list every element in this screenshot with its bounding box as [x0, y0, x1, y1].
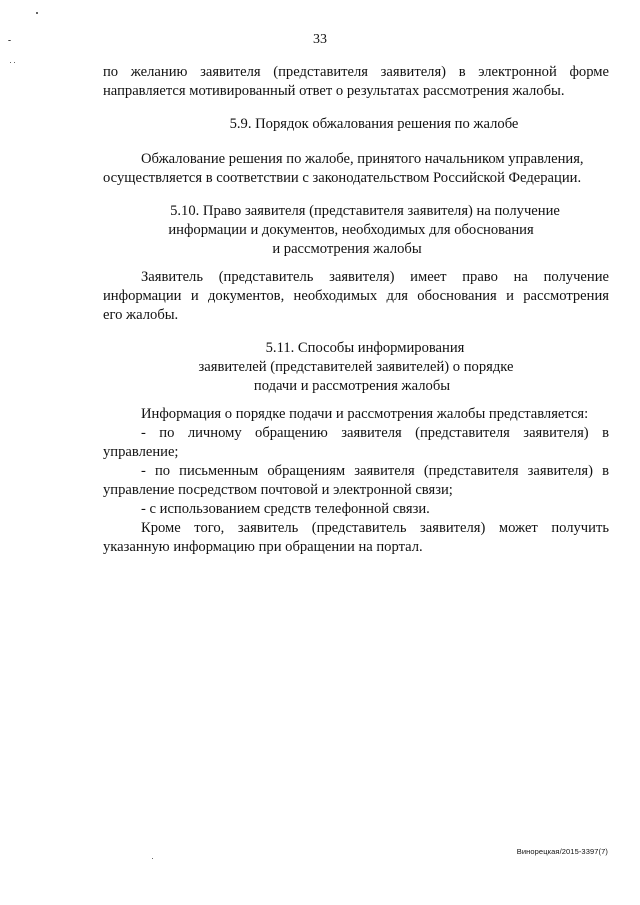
paragraph-appeal-decision [103, 150, 609, 188]
heading-line: 5.11. Способы информирования [265, 340, 465, 356]
list-item: - по письменным обращениям заявителя (представителя заявителя) в [141, 463, 609, 479]
paragraph-portal-information [103, 519, 609, 557]
text-line: указанную информацию при обращении на портал. [103, 539, 423, 555]
list-item: - по личному обращению заявителя (представителя заявителя) в [141, 425, 609, 441]
heading-line: 5.10. Право заявителя (представителя заявителя) на получение [170, 203, 560, 219]
text-line: направляется мотивированный ответ о результатах рассмотрения жалобы. [103, 83, 565, 99]
heading-line: подачи и рассмотрения жалобы [253, 378, 451, 394]
paragraph-information-methods [103, 405, 609, 519]
section-heading-5-11 [0, 339, 640, 396]
list-item: - с использованием средств телефонной связи. [141, 501, 430, 517]
scan-speck [152, 858, 153, 859]
heading-line: информации и документов, необходимых для обоснования [168, 222, 534, 238]
section-heading-5-9 [0, 115, 640, 134]
paragraph-right-to-information [103, 268, 609, 325]
text-line: информации и документов, необходимых для обоснования и рассмотрения [103, 288, 609, 304]
scan-speck [14, 62, 15, 63]
heading-line: и рассмотрения жалобы [272, 241, 422, 257]
scan-speck [36, 12, 38, 14]
page-number: 33 [313, 32, 327, 47]
text-line: осуществляется в соответствии с законодательством Российской Федерации. [103, 170, 582, 186]
text-line: управление посредством почтовой и электронной связи; [103, 482, 453, 498]
heading-line: 5.9. Порядок обжалования решения по жалобе [229, 116, 519, 132]
paragraph-response-delivery [103, 63, 609, 101]
heading-line: заявителей (представителей заявителей) о порядке [198, 359, 514, 375]
text-line: его жалобы. [103, 307, 179, 323]
footer-document-code: Винорецкая/2015-3397(7) [516, 847, 608, 856]
scan-speck [10, 62, 11, 63]
section-heading-5-10 [0, 202, 640, 259]
text-line: Кроме того, заявитель (представитель заявителя) может получить [141, 520, 609, 536]
text-line: Заявитель (представитель заявителя) имеет право на получение [141, 269, 609, 285]
text-line: управление; [103, 444, 179, 460]
text-line: по желанию заявителя (представителя заявителя) в электронной форме [103, 64, 609, 80]
text-line: Информация о порядке подачи и рассмотрения жалобы представляется: [141, 406, 589, 422]
text-line: Обжалование решения по жалобе, принятого начальником управления, [141, 151, 584, 167]
